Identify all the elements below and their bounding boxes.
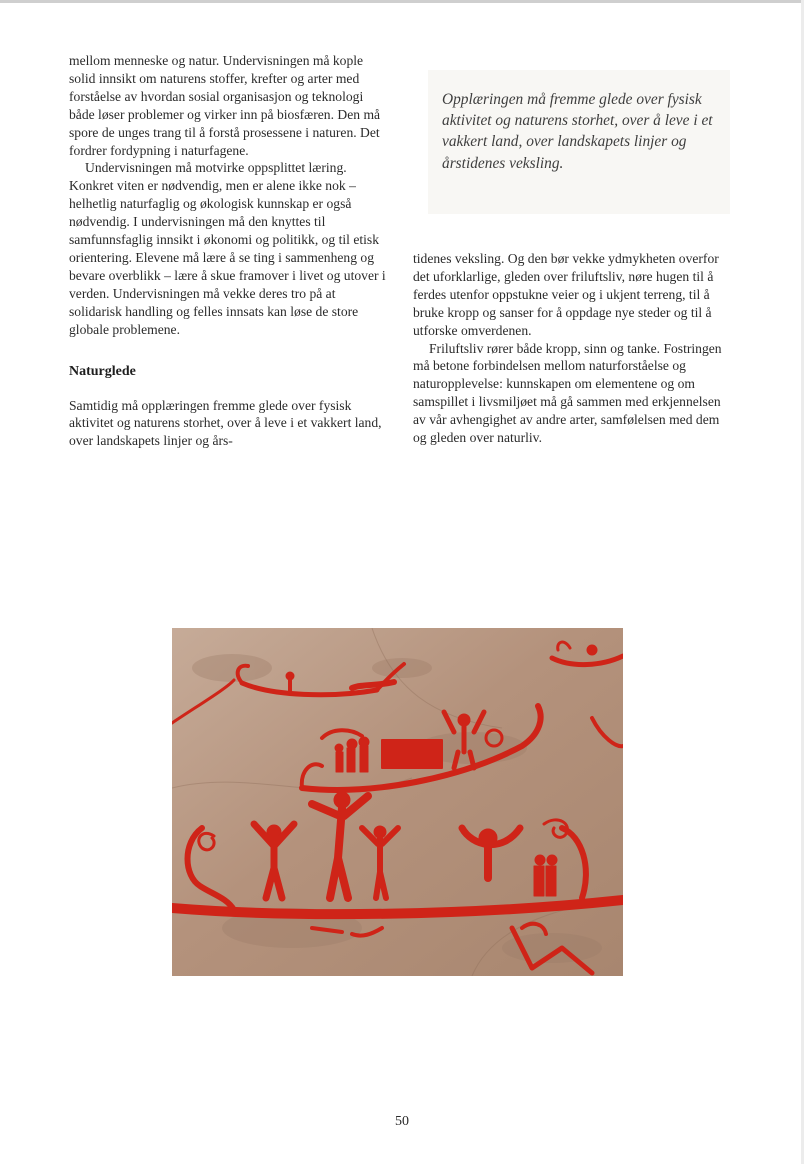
- rock-carving-photo: [172, 628, 623, 976]
- pull-quote-box: [428, 70, 730, 214]
- body-paragraph: tidenes veksling. Og den bør vekke ydmykheten overfor det uforklarlige, gleden over friluftsliv, nøre hugen til å ferdes utenfor oppstukne veier og i ukjent terreng, til å bruke kropp og sanser for å oppdage nye steder og til å utforske omverdenen.: [413, 251, 719, 338]
- page-number: 50: [395, 1114, 409, 1129]
- section-heading: Naturglede: [69, 363, 136, 379]
- body-paragraph: Friluftsliv rører både kropp, sinn og tanke. Fostringen må betone forbindelsen mellom naturforståelse og naturopplevelse: kunnskapen om elementene og om samspillet i livsmiljøet må gå sammen med erkjennelsen av vår avhengighet av andre arter, samfølelsen med dem og gleden over naturliv.: [413, 340, 722, 446]
- rock-carving-illustration: [172, 628, 623, 976]
- right-text-column: [413, 250, 735, 447]
- body-paragraph: Undervisningen må motvirke oppsplittet læring. Konkret viten er nødvendig, men er alene ikke nok – helhetlig naturfaglig og økologisk kunnskap er også nødvendig. I undervisningen må den knyttes til samfunnsfaglig innsikt i økonomi og politikk, og til etisk orientering. Elevene må lære å se ting i sammenheng og bevare overblikk – lære å skue framover i livet og utover i verden. Undervisningen må vekke deres tro på at solidarisk handling og felles innsats kan løse de store globale problemene.: [69, 160, 386, 337]
- pull-quote-text: Opplæringen må fremme glede over fysisk aktivitet og naturens storhet, over å leve i et vakkert land, over landskapets linjer og årstidenes veksling.: [442, 91, 713, 172]
- body-paragraph: Samtidig må opplæringen fremme glede over fysisk aktivitet og naturens storhet, over å leve i et vakkert land, over landskapets linjer og års-: [69, 397, 382, 449]
- top-border: [0, 0, 804, 3]
- body-paragraph: mellom menneske og natur. Undervisningen må kople solid innsikt om naturens stoffer, krefter og arter med forståelse av hvordan sosial organisasjon og teknologi både løser problemer og virker inn på biosfæren. Den må spore de unges trang til å forstå prosessene i naturen. Det fordrer fordypning i naturfagene.: [69, 53, 381, 158]
- left-text-column: [69, 52, 387, 450]
